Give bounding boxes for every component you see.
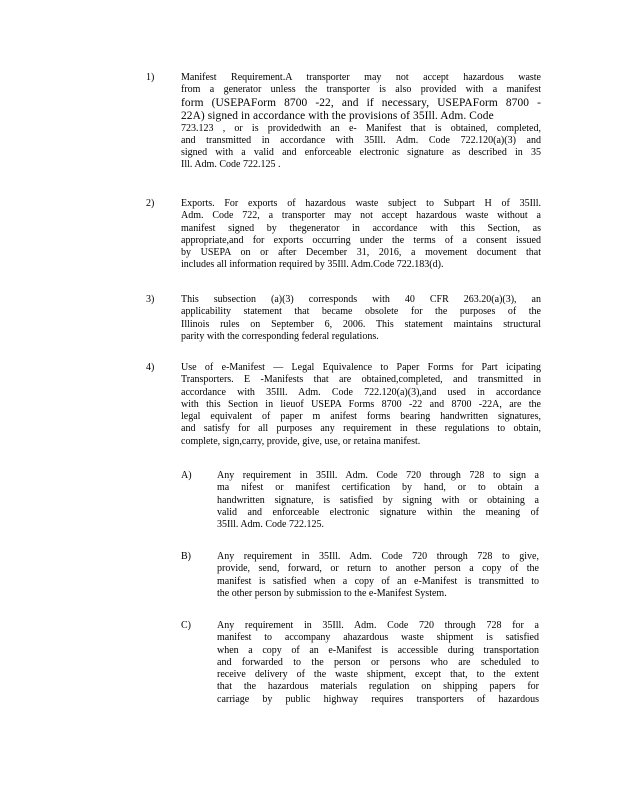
text-line: manifest is satisfied when a copy of an e-Manifest is transmitted to	[217, 575, 539, 587]
subitem-text	[217, 620, 539, 706]
item-number: 3)	[146, 294, 155, 305]
text-line: appropriate,and for exports occurring under the terms of a consent issued	[181, 234, 541, 246]
text-line: form (USEPAForm 8700 -22, and if necessary, USEPAForm 8700 -	[181, 96, 541, 109]
text-line: Manifest Requirement.A transporter may not accept hazardous waste	[181, 72, 541, 83]
text-line: with this Section in lieuof USEPA Forms 8700 -22 and 8700 -22A, are the	[181, 398, 541, 410]
text-line: Use of e-Manifest — Legal Equivalence to Paper Forms for Part icipating	[181, 362, 541, 373]
text-line: by USEPA on or after December 31, 2016, a movement document that	[181, 247, 541, 259]
subitem-letter: C)	[181, 620, 191, 631]
text-line: This subsection (a)(3) corresponds with 40 CFR 263.20(a)(3), an	[181, 294, 541, 305]
text-line: applicability statement that became obsolete for the purposes of the	[181, 306, 541, 318]
text-line: Transporters. E -Manifests that are obtained,completed, and transmitted in	[181, 374, 541, 386]
item-number: 4)	[146, 362, 155, 373]
text-line: handwritten signature, is satisfied by signing with or obtaining a	[217, 494, 539, 506]
text-line: Any requirement in 35Ill. Adm. Code 720 through 728 to sign a	[217, 470, 539, 481]
subitem-text	[217, 551, 539, 600]
subitem-text	[217, 470, 539, 531]
text-line: complete, sign,carry, provide, give, use, or retaina manifest.	[181, 435, 421, 447]
item-text	[181, 198, 541, 272]
text-line: 22A) signed in accordance with the provisions of 35Ill. Adm. Code	[181, 109, 494, 122]
text-line: valid and enforceable electronic signature within the meaning of	[217, 506, 539, 518]
text-line: Illinois rules on September 6, 2006. This statement maintains structural	[181, 318, 541, 330]
item-text	[181, 294, 541, 343]
text-line: Adm. Code 722, a transporter may not accept hazardous waste without a	[181, 210, 541, 222]
text-line: includes all information required by 35Ill. Adm.Code 722.183(d).	[181, 259, 444, 271]
text-line: when a copy of an e-Manifest is accessible during transportation	[217, 644, 539, 656]
text-line: 35Ill. Adm. Code 722.125.	[217, 519, 324, 531]
text-line: carriage by public highway requires transporters of hazardous	[217, 693, 539, 705]
item-text	[181, 72, 541, 172]
text-line: and forwarded to the person or persons who are scheduled to	[217, 656, 539, 668]
text-line: ma nifest or manifest certification by hand, or to obtain a	[217, 482, 539, 494]
text-line: the other person by submission to the e-Manifest System.	[217, 587, 447, 599]
text-line: Exports. For exports of hazardous waste subject to Subpart H of 35Ill.	[181, 198, 541, 209]
text-line: receive delivery of the waste shipment, except that, to the extent	[217, 669, 539, 681]
text-line: accordance with 35Ill. Adm. Code 722.120(a)(3),and used in accordance	[181, 386, 541, 398]
subitem-letter: B)	[181, 551, 191, 562]
text-line: 723.123 , or is providedwith an e- Manifest that is obtained, completed,	[181, 122, 541, 134]
text-line: signed with a valid and enforceable electronic signature as described in 35	[181, 147, 541, 159]
text-line: provide, send, forward, or return to another person a copy of the	[217, 563, 539, 575]
item-number: 1)	[146, 72, 155, 83]
text-line: Ill. Adm. Code 722.125 .	[181, 159, 281, 171]
text-line: legal equivalent of paper m anifest forms bearing handwritten signatures,	[181, 411, 541, 423]
text-line: that the hazardous materials regulation on shipping papers for	[217, 681, 539, 693]
subitem-letter: A)	[181, 470, 192, 481]
text-line: manifest to accompany ahazardous waste shipment is satisfied	[217, 632, 539, 644]
text-line: and transmitted in accordance with 35Ill. Adm. Code 722.120(a)(3) and	[181, 134, 541, 146]
item-text	[181, 362, 541, 448]
item-number: 2)	[146, 198, 155, 209]
text-line: parity with the corresponding federal regulations.	[181, 330, 379, 342]
text-line: and satisfy for all purposes any requirement in these regulations to obtain,	[181, 423, 541, 435]
text-line: Any requirement in 35Ill. Adm. Code 720 through 728 to give,	[217, 551, 539, 562]
text-line: manifest signed by thegenerator in accordance with this Section, as	[181, 222, 541, 234]
text-line: Any requirement in 35Ill. Adm. Code 720 through 728 for a	[217, 620, 539, 631]
text-line: from a generator unless the transporter is also provided with a manifest	[181, 84, 541, 96]
